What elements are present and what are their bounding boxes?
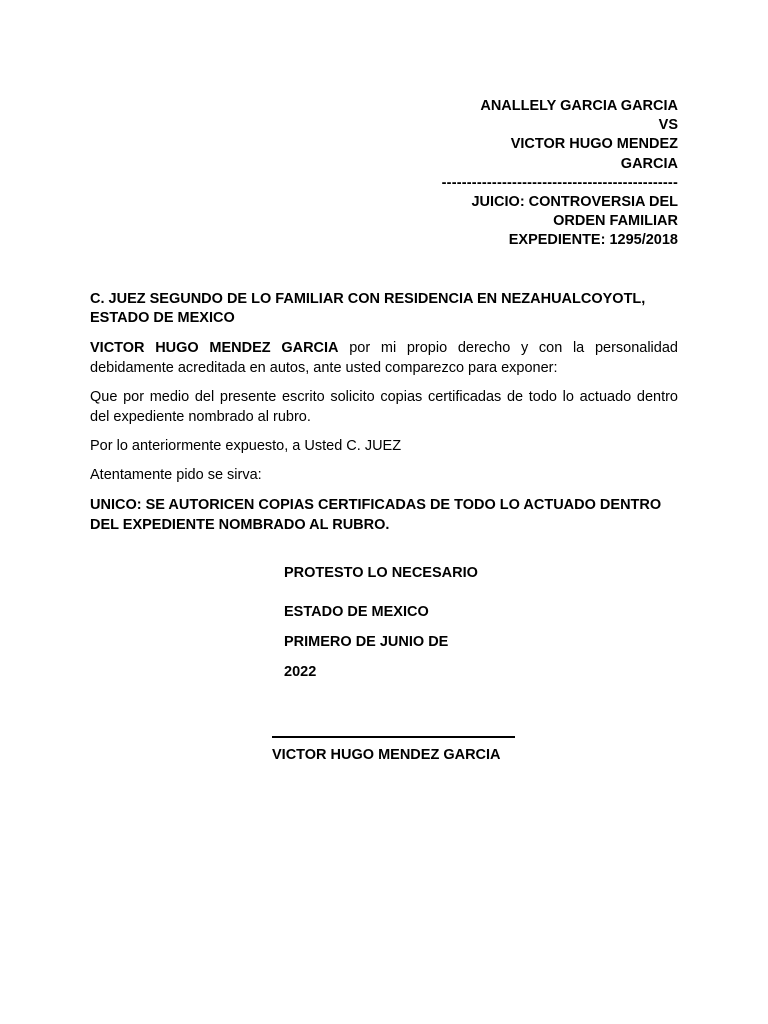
trial-type-line2: ORDEN FAMILIAR <box>553 213 678 230</box>
intro-text: por mi propio derecho y con la personalidad debidamente acreditada en autos, ante usted comparezco para exponer: <box>90 340 678 376</box>
request-paragraph: Que por medio del presente escrito solicito copias certificadas de todo lo actuado dentro del expediente nombrado al rubro. <box>90 389 678 425</box>
place-line: ESTADO DE MEXICO <box>284 604 429 620</box>
addressee-line2: ESTADO DE MEXICO <box>90 310 235 326</box>
addressee-line1: C. JUEZ SEGUNDO DE LO FAMILIAR CON RESIDENCIA EN NEZAHUALCOYOTL, <box>90 291 646 307</box>
date-line2: 2022 <box>284 664 317 680</box>
date-line1: PRIMERO DE JUNIO DE <box>284 634 449 650</box>
case-header <box>418 97 678 251</box>
unique-petition: UNICO: SE AUTORICEN COPIAS CERTIFICADAS DE TODO LO ACTUADO DENTRO DEL EXPEDIENTE NOMBRADO AL RUBRO. <box>90 497 662 533</box>
defendant-name-line2: GARCIA <box>620 155 678 172</box>
header-separator: ----------------------------------------------- <box>441 174 678 191</box>
ask-paragraph: Atentamente pido se sirva: <box>90 467 262 483</box>
trial-type-line1: JUICIO: CONTROVERSIA DEL <box>471 194 678 211</box>
therefore-paragraph: Por lo anteriormente expuesto, a Usted C. JUEZ <box>90 438 402 454</box>
signature-name: VICTOR HUGO MENDEZ GARCIA <box>272 747 501 763</box>
protest-line: PROTESTO LO NECESARIO <box>284 565 478 581</box>
signature-line <box>272 736 515 738</box>
intro-paragraph <box>90 339 678 378</box>
addressee <box>90 290 678 328</box>
versus-label: VS <box>658 117 678 134</box>
petitioner-name: VICTOR HUGO MENDEZ GARCIA <box>90 340 339 356</box>
file-number: EXPEDIENTE: 1295/2018 <box>508 232 678 249</box>
plaintiff-name: ANALLELY GARCIA GARCIA <box>480 98 678 114</box>
defendant-name-line1: VICTOR HUGO MENDEZ <box>510 136 678 153</box>
